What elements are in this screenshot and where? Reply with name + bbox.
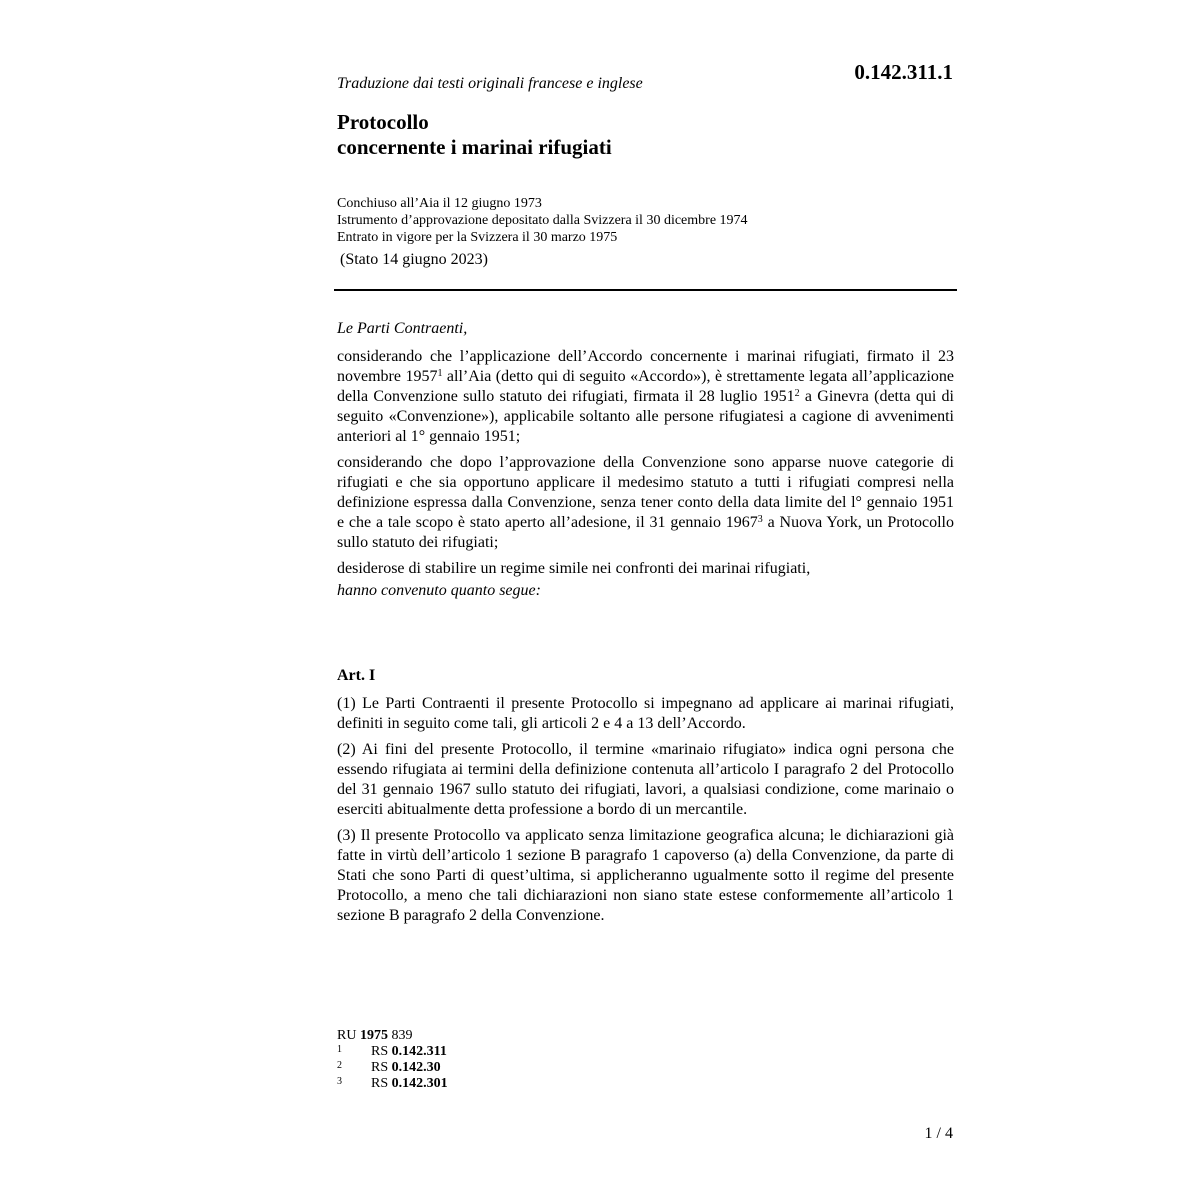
preamble-intro: Le Parti Contraenti, [337,320,468,337]
footnote-ref-1[interactable]: 1 [437,368,443,379]
article-paragraph-1: (1) Le Parti Contraenti il presente Protocollo si impegnano ad applicare ai marinai rifugiati, definiti in seguito come tali, gli articoli 2 e 4 a 13 dell’Accordo. [337,695,954,732]
preamble-text: considerando che l’applicazione dell’Accordo concernente i marinai rifugiati, firmato il 23 novembre 1957 [337,348,954,385]
footnote-prefix: RS [371,1060,389,1075]
concluded-date: Conchiuso all’Aia il 12 giugno 1973 [337,196,542,211]
footnote-number: 2 [337,1060,342,1071]
footnote-prefix: RS [371,1044,389,1059]
article-heading: Art. I [337,667,376,684]
ru-year: 1975 [359,1028,388,1043]
document-body [337,319,954,932]
entry-into-force: Entrato in vigore per la Svizzera il 30 marzo 1975 [337,230,618,245]
document-metadata [337,195,748,246]
preamble-paragraph-3: desiderose di stabilire un regime simile nei confronti dei marinai rifugiati, [337,560,811,577]
footnote-link[interactable]: 0.142.30 [391,1060,441,1075]
article-paragraph-3: (3) Il presente Protocollo va applicato senza limitazione geografica alcuna; le dichiarazioni già fatte in virtù dell’articolo 1 sezione B paragrafo 1 capoverso (a) della Convenzione, da parte di Stati che sono Parti di quest’ultima, si applicheranno ugualmente sotto il regime del presente Protocollo, a meno che tali dichiarazioni non siano state estese conformemente all’articolo 1 sezione B paragrafo 2 della Convenzione. [337,827,954,924]
translation-note: Traduzione dai testi originali francese e inglese [337,75,643,92]
footnote-number: 3 [337,1076,342,1087]
document-title [337,110,612,160]
title-line-1: Protocollo [337,110,429,134]
status-date: (Stato 14 giugno 2023) [340,251,488,268]
official-collection-ref [337,1028,448,1044]
article-paragraph-2: (2) Ai fini del presente Protocollo, il termine «marinaio rifugiato» indica ogni persona che essendo rifugiata ai termini della definizione contenuta all’articolo I paragrafo 2 del Protocollo del 31 gennaio 1967 sullo statuto dei rifugiati, lavori, a qualsiasi condizione, come marinaio o eserciti abitualmente detta professione a bordo di un mercantile. [337,741,954,818]
document-number: 0.142.311.1 [854,60,953,84]
footnotes [337,1028,448,1092]
footnote-link[interactable]: 0.142.301 [391,1076,448,1091]
footnote-ref-3[interactable]: 3 [757,514,763,525]
preamble-text: a Nuova York, un Protocollo sullo statuto dei rifugiati; [337,514,955,551]
approval-instrument: Istrumento d’approvazione depositato dalla Svizzera il 30 dicembre 1974 [337,213,748,228]
ru-prefix: RU [337,1028,357,1043]
footnote-item [337,1076,448,1092]
preamble-paragraph-1 [337,347,954,447]
ru-page: 839 [391,1028,413,1043]
preamble-text: all’Aia (detto qui di seguito «Accordo»), è strettamente legata all’applicazione della Convenzione sullo statuto dei rifugiati, firmata il 28 luglio 1951 [337,368,954,405]
preamble-closing: hanno convenuto quanto segue: [337,582,541,599]
preamble-text: considerando che dopo l’approvazione della Convenzione sono apparse nuove categorie di rifugiati e che sia opportuno applicare il medesimo statuto a tutti i rifugiati compresi nella definizione espressa dalla Convenzione, senza tener conto della data limite del l° gennaio 1951 e che a tale scopo è stato aperto all’adesione, il 31 gennaio 1967 [337,454,954,531]
title-line-2: concernente i marinai rifugiati [337,135,612,159]
footnote-number: 1 [337,1044,342,1055]
header-divider [334,289,957,291]
footnote-item [337,1060,448,1076]
preamble-paragraph-2 [337,453,954,553]
footnote-ref-2[interactable]: 2 [794,388,800,399]
preamble-text: a Ginevra (detta qui di seguito «Convenzione»), applicabile soltanto alle persone rifugiatesi a cagione di avvenimenti anteriori al 1° gennaio 1951; [337,388,954,445]
footnote-prefix: RS [371,1076,389,1091]
footnote-item [337,1044,448,1060]
page-number: 1 / 4 [924,1125,953,1142]
footnote-link[interactable]: 0.142.311 [391,1044,447,1059]
